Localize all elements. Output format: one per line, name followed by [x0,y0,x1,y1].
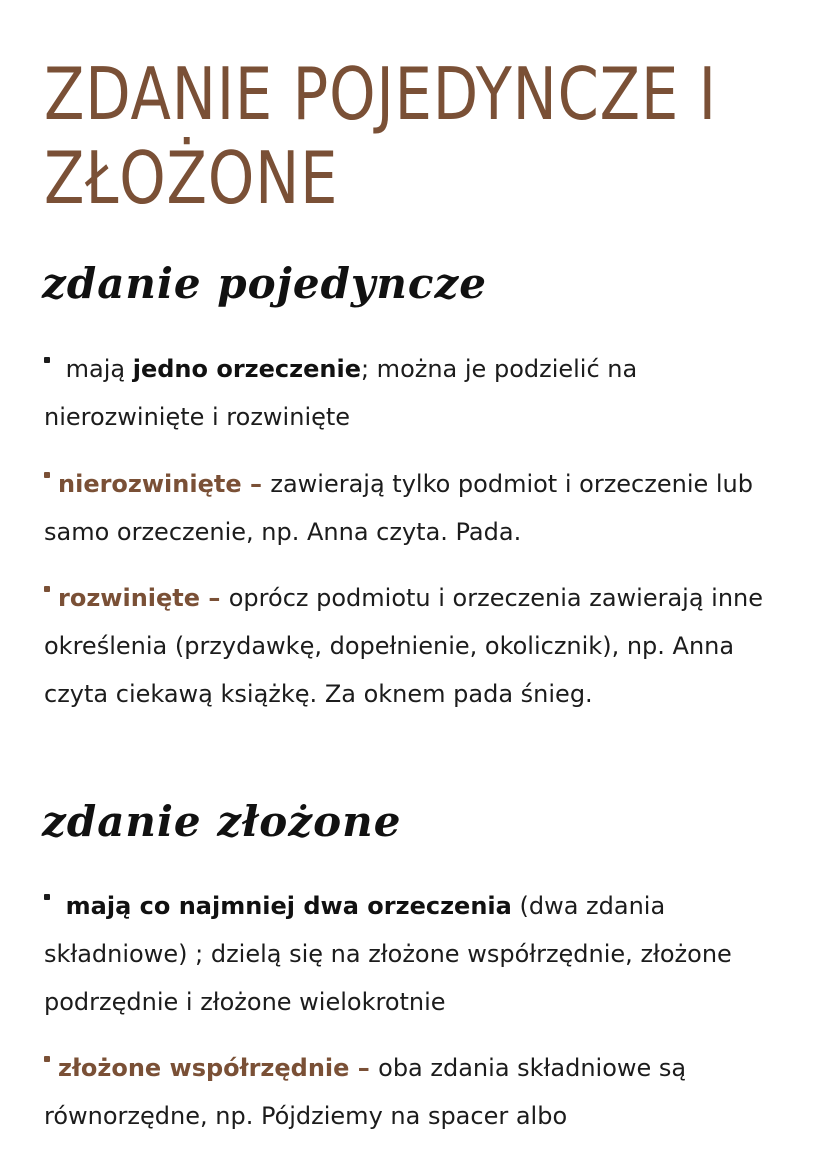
coordinate-paragraph [44,1044,804,1140]
coordinate-text: oba zdania składniowe są równorzędne, np. Pójdziemy na spacer albo [44,1054,687,1130]
title-line-2: ZŁOŻONE [44,136,339,220]
undeveloped-paragraph [44,460,804,556]
undeveloped-dash: – [241,470,271,498]
bullet-icon [44,472,50,478]
simple-definition-lead: mają [58,355,133,383]
coordinate-dash: – [349,1054,379,1082]
heading-complex-sentence: zdanie złożone [42,797,402,846]
simple-definition-paragraph [44,345,804,441]
heading-simple-sentence: zdanie pojedyncze [42,259,488,308]
complex-definition-lead [58,892,66,920]
developed-paragraph [44,574,804,718]
simple-definition-rest: ; można je podzielić na nierozwinięte i rozwinięte [44,355,638,431]
complex-definition-paragraph [44,882,804,1026]
coordinate-term: złożone współrzędnie [58,1054,350,1082]
developed-term: rozwinięte [58,584,201,612]
simple-definition-bold: jedno orzeczenie [132,355,361,383]
undeveloped-text: zawierają tylko podmiot i orzeczenie lub samo orzeczenie, np. Anna czyta. Pada. [44,470,754,546]
bullet-icon [44,1056,50,1062]
bullet-icon [44,357,50,363]
page-title [44,52,717,220]
developed-dash: – [200,584,229,612]
complex-definition-bold: mają co najmniej dwa orzeczenia [65,892,512,920]
complex-definition-rest: (dwa zdania składniowe) ; dzielą się na złożone współrzędnie, złożone podrzędnie i złożone wielokrotnie [44,892,732,1016]
developed-text: oprócz podmiotu i orzeczenia zawierają inne określenia (przydawkę, dopełnienie, okolicznik), np. Anna czyta ciekawą książkę. Za oknem pada śnieg. [44,584,764,708]
title-line-1: ZDANIE POJEDYNCZE I [44,52,717,136]
undeveloped-term: nierozwinięte [58,470,242,498]
bullet-icon [44,894,50,900]
bullet-icon [44,586,50,592]
